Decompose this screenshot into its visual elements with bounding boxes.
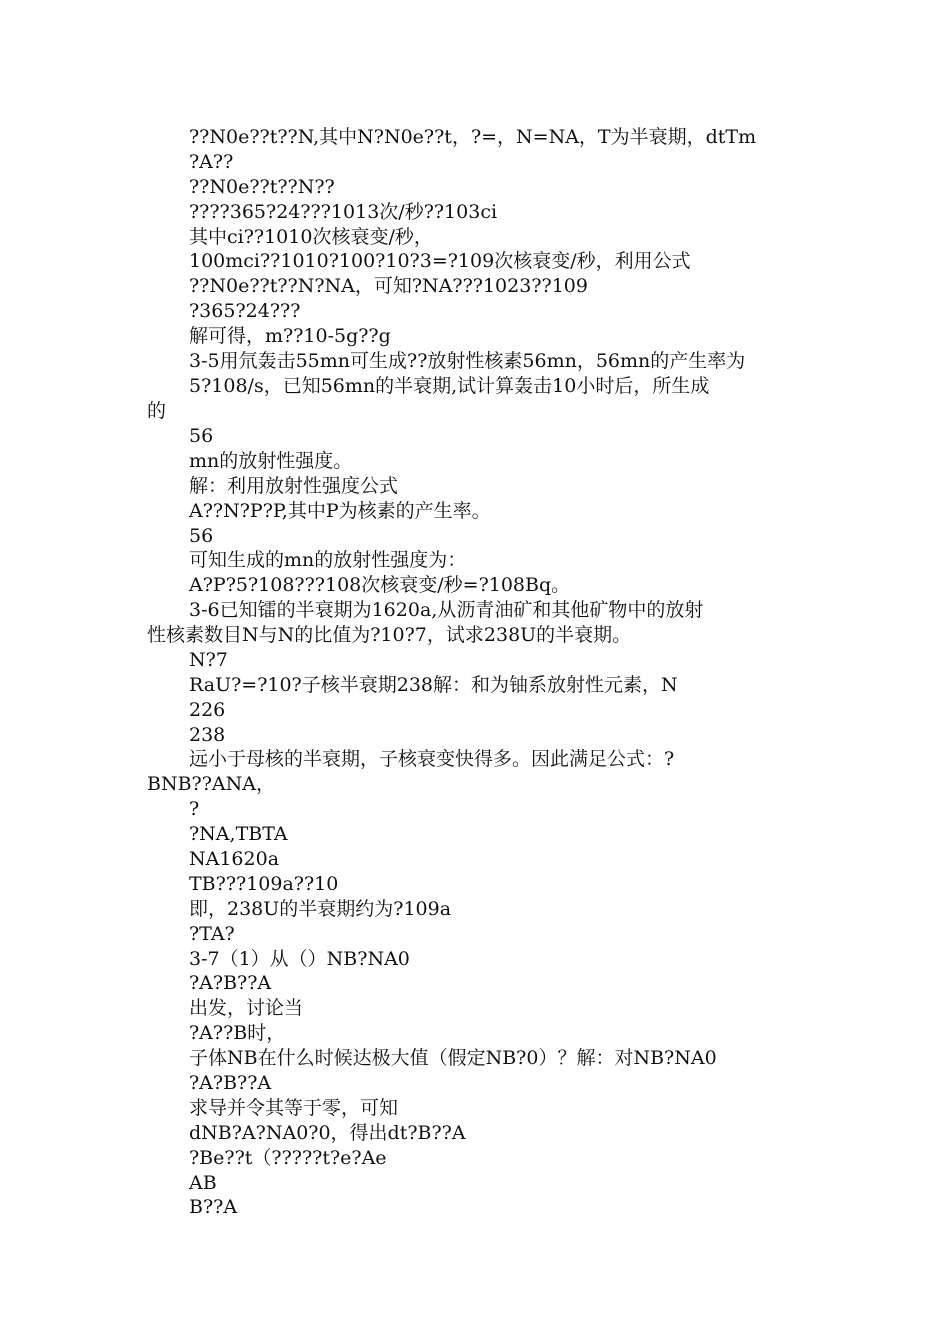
text-line: 238	[189, 724, 226, 746]
text-line: B??A	[189, 1196, 238, 1218]
text-line: 3-5用氘轰击55mn可生成??放射性核素56mn，56mn的产生率为	[189, 350, 746, 372]
text-line: ?	[189, 798, 200, 820]
text-line: ??N0e??t??N??	[189, 176, 335, 198]
text-line: 3-6已知镭的半衰期为1620a,从沥青油矿和其他矿物中的放射	[189, 599, 704, 621]
text-line: 226	[189, 699, 226, 721]
text-line: N?7	[189, 649, 228, 671]
text-line: 的	[147, 400, 167, 422]
text-line: A?P?5?108???108次核衰变/秒=?108Bq。	[189, 574, 571, 596]
text-line: ?A?B??A	[189, 972, 272, 994]
text-line: ??N0e??t??N?NA，可知?NA???1023??109	[189, 275, 588, 297]
text-line: TB???109a??10	[189, 873, 339, 895]
text-line: 性核素数目N与N的比值为?10?7，试求238U的半衰期。	[147, 624, 632, 646]
text-line: 解可得，m??10-5g??g	[189, 325, 391, 347]
text-line: 5?108/s，已知56mn的半衰期,试计算轰击10小时后，所生成	[189, 375, 710, 397]
text-line: A??N?P?P,其中P为核素的产生率。	[189, 500, 491, 522]
text-line: 100mci??1010?100?10?3=?109次核衰变/秒，利用公式	[189, 250, 691, 272]
text-line: 可知生成的mn的放射性强度为：	[189, 549, 467, 571]
text-line: ??N0e??t??N,其中N?N0e??t，?=，N=NA，T为半衰期，dtTm	[189, 126, 757, 148]
text-line: BNB??ANA，	[147, 773, 275, 795]
text-line: RaU?=?10?子核半衰期238解：和为铀系放射性元素，N	[189, 674, 678, 696]
text-line: mn的放射性强度。	[189, 450, 353, 472]
text-line: 解：利用放射性强度公式	[189, 475, 399, 497]
text-line: NA1620a	[189, 848, 280, 870]
text-line: ?Be??t（?????t?e?Ae	[189, 1147, 387, 1169]
text-line: ?A??B时，	[189, 1022, 286, 1044]
text-line: ????365?24???1013次/秒??103ci	[189, 201, 498, 223]
text-line: ?365?24???	[189, 300, 301, 322]
text-line: ?NA,TBTA	[189, 823, 288, 845]
text-line: 求导并令其等于零，可知	[189, 1097, 399, 1119]
text-line: ?A?B??A	[189, 1072, 272, 1094]
text-line: 即，238U的半衰期约为?109a	[189, 898, 452, 920]
text-line: 出发，讨论当	[189, 997, 304, 1019]
text-line: ?TA?	[189, 923, 235, 945]
text-line: dNB?A?NA0?0，得出dt?B??A	[189, 1122, 466, 1144]
text-line: 56	[189, 525, 214, 547]
text-line: 子体NB在什么时候达极大值（假定NB?0）？解：对NB?NA0	[189, 1047, 717, 1069]
text-line: 其中ci??1010次核衰变/秒，	[189, 226, 433, 248]
text-line: 3-7（1）从（）NB?NA0	[189, 948, 410, 970]
text-line: AB	[189, 1172, 217, 1194]
text-line: 56	[189, 425, 214, 447]
text-line: ?A??	[189, 151, 234, 173]
text-line: 远小于母核的半衰期，子核衰变快得多。因此满足公式：?	[189, 748, 675, 770]
